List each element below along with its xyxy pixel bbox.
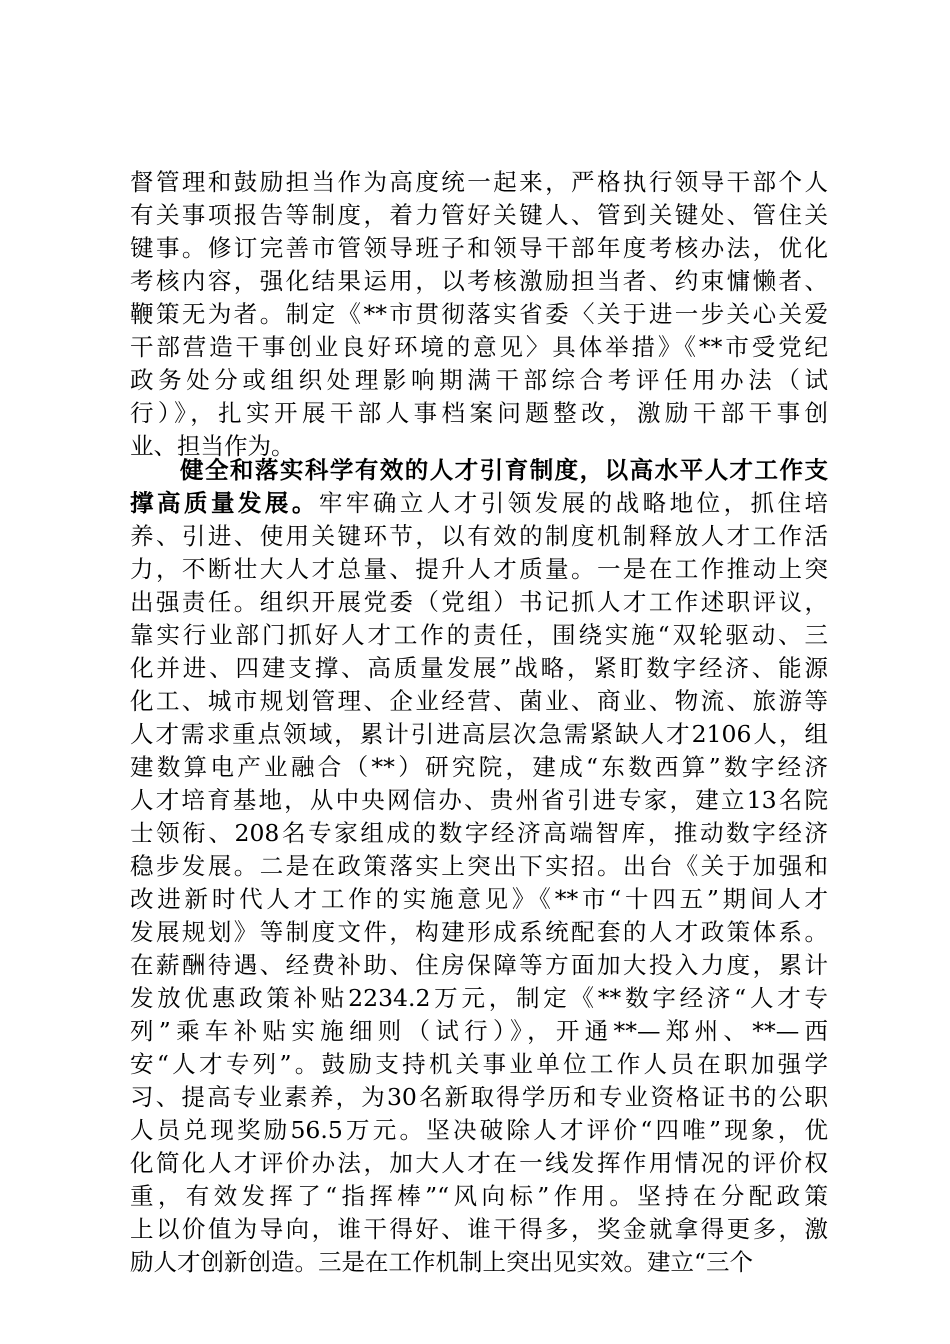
body-text: 化简化人才评价办法，加大人才在一线发挥作用情况的评价权 <box>130 1149 828 1177</box>
text-line <box>130 1147 828 1180</box>
body-text: 考核内容，强化结果运用，以考核激励担当者、约束慵懒者、 <box>130 267 828 295</box>
bold-heading-text: 撑高质量发展。 <box>130 489 319 517</box>
text-line <box>130 487 828 520</box>
text-line <box>130 784 828 817</box>
body-text: 牢牢确立人才引领发展的战略地位，抓住培 <box>318 489 829 517</box>
paragraph-talent-system <box>130 454 828 1279</box>
text-line <box>130 454 828 487</box>
bold-heading-text: 健全和落实科学有效的人才引育制度，以高水平人才工作支 <box>130 456 828 484</box>
body-text: 发展规划》等制度文件，构建形成系统配套的人才政策体系。 <box>130 918 828 946</box>
text-line <box>130 1015 828 1048</box>
text-line <box>130 1048 828 1081</box>
body-text: 行）》，扎实开展干部人事档案问题整改，激励干部干事创 <box>130 399 828 427</box>
text-line <box>130 199 828 232</box>
text-line <box>130 1180 828 1213</box>
text-line <box>130 1081 828 1114</box>
body-text: 安“人才专列”。鼓励支持机关事业单位工作人员在职加强学 <box>130 1050 828 1078</box>
body-text: 化并进、四建支撑、高质量发展”战略，紧盯数字经济、能源 <box>130 654 828 682</box>
text-line <box>130 397 828 430</box>
text-line <box>130 685 828 718</box>
text-line <box>130 949 828 982</box>
text-line <box>130 982 828 1015</box>
body-text: 在薪酬待遇、经费补助、住房保障等方面加大投入力度，累计 <box>130 951 828 979</box>
body-text: 键事。修订完善市管领导班子和领导干部年度考核办法，优化 <box>130 234 828 262</box>
body-text: 化工、城市规划管理、企业经营、菌业、商业、物流、旅游等 <box>130 687 828 715</box>
body-text: 发放优惠政策补贴2234.2万元，制定《**数字经济“人才专 <box>130 984 828 1012</box>
text-line <box>130 817 828 850</box>
text-line <box>130 652 828 685</box>
text-line <box>130 1246 828 1279</box>
body-text: 士领衔、208名专家组成的数字经济高端智库，推动数字经济 <box>130 819 828 847</box>
text-line <box>130 586 828 619</box>
body-text: 干部营造干事创业良好环境的意见〉具体举措》《**市受党纪 <box>130 333 828 361</box>
body-text: 有关事项报告等制度，着力管好关键人、管到关键处、管住关 <box>130 201 828 229</box>
body-text: 人才培育基地，从中央网信办、贵州省引进专家，建立13名院 <box>130 786 828 814</box>
text-line <box>130 883 828 916</box>
body-text: 稳步发展。二是在政策落实上突出下实招。出台《关于加强和 <box>130 852 828 880</box>
body-text: 改进新时代人才工作的实施意见》《**市“十四五”期间人才 <box>130 885 828 913</box>
text-line <box>130 1213 828 1246</box>
body-text: 养、引进、使用关键环节，以有效的制度机制释放人才工作活 <box>130 522 828 550</box>
body-text: 上以价值为导向，谁干得好、谁干得多，奖金就拿得更多，激 <box>130 1215 828 1243</box>
body-text: 列”乘车补贴实施细则（试行）》，开通**—郑州、**—西 <box>130 1017 828 1045</box>
body-text: 建数算电产业融合（**）研究院，建成“东数西算”数字经济 <box>130 753 828 781</box>
text-line <box>130 619 828 652</box>
body-text: 政务处分或组织处理影响期满干部综合考评任用办法（试 <box>130 366 828 394</box>
body-text: 力，不断壮大人才总量、提升人才质量。一是在工作推动上突 <box>130 555 828 583</box>
body-text: 督管理和鼓励担当作为高度统一起来，严格执行领导干部个人 <box>130 168 828 196</box>
body-text: 人才需求重点领域，累计引进高层次急需紧缺人才2106人，组 <box>130 720 828 748</box>
text-line <box>130 850 828 883</box>
body-text: 出强责任。组织开展党委（党组）书记抓人才工作述职评议， <box>130 588 828 616</box>
body-text: 习、提高专业素养，为30名新取得学历和专业资格证书的公职 <box>130 1083 828 1111</box>
text-line <box>130 166 828 199</box>
text-line <box>130 751 828 784</box>
text-line <box>130 718 828 751</box>
text-line <box>130 232 828 265</box>
paragraph-cadre-management <box>130 166 828 463</box>
body-text: 重，有效发挥了“指挥棒”“风向标”作用。坚持在分配政策 <box>130 1182 828 1210</box>
text-line <box>130 553 828 586</box>
text-line <box>130 916 828 949</box>
text-line <box>130 1114 828 1147</box>
body-text: 鞭策无为者。制定《**市贯彻落实省委〈关于进一步关心关爱 <box>130 300 828 328</box>
text-line <box>130 265 828 298</box>
text-line <box>130 364 828 397</box>
body-text: 靠实行业部门抓好人才工作的责任，围绕实施“双轮驱动、三 <box>130 621 828 649</box>
text-line <box>130 520 828 553</box>
body-text: 人员兑现奖励56.5万元。坚决破除人才评价“四唯”现象，优 <box>130 1116 828 1144</box>
body-text: 励人才创新创造。三是在工作机制上突出见实效。建立“三个 <box>130 1248 754 1276</box>
text-line <box>130 298 828 331</box>
body-text: 业、担当作为。 <box>130 432 295 460</box>
text-line <box>130 331 828 364</box>
